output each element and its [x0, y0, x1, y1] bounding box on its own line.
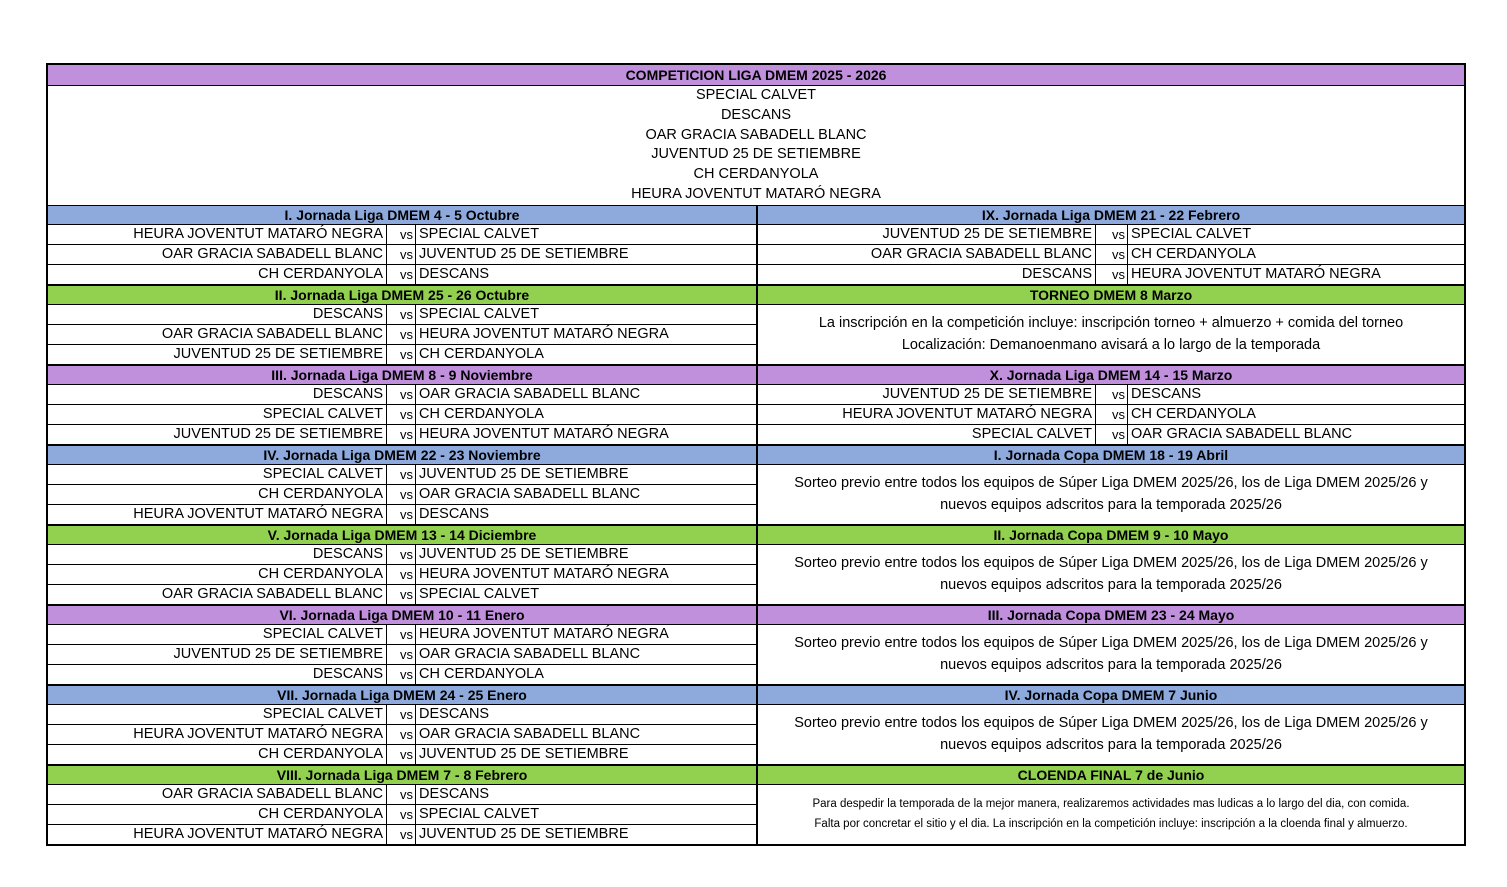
home-team: CH CERDANYOLA: [48, 565, 387, 584]
home-team: SPECIAL CALVET: [758, 425, 1096, 444]
jornada-header: X. Jornada Liga DMEM 14 - 15 Marzo: [758, 365, 1464, 385]
jornada-block: [758, 605, 1464, 685]
match-row: [48, 565, 756, 585]
match-row: [758, 425, 1464, 444]
team-name: JUVENTUD 25 DE SETIEMBRE: [651, 146, 861, 163]
match-row: [48, 405, 756, 425]
vs-label: vs: [387, 325, 416, 344]
away-team: OAR GRACIA SABADELL BLANC: [419, 485, 641, 502]
jornada-block: [758, 285, 1464, 365]
vs-label: vs: [1096, 405, 1128, 424]
vs-label: vs: [387, 705, 416, 724]
vs-label: vs: [387, 305, 416, 324]
team-name: SPECIAL CALVET: [695, 87, 817, 103]
vs-label: vs: [387, 385, 416, 404]
jornada-block: [48, 765, 756, 844]
away-team: HEURA JOVENTUT MATARÓ NEGRA: [419, 425, 669, 442]
vs-label: vs: [387, 805, 416, 824]
jornada-note: [758, 625, 1464, 684]
home-team: CH CERDANYOLA: [48, 805, 387, 824]
jornada-block: [758, 365, 1464, 445]
vs-label: vs: [387, 345, 416, 364]
home-team: JUVENTUD 25 DE SETIEMBRE: [48, 345, 387, 364]
home-team: HEURA JOVENTUT MATARÓ NEGRA: [758, 405, 1096, 424]
vs-label: vs: [387, 425, 416, 444]
vs-label: vs: [387, 545, 416, 564]
match-row: [758, 245, 1464, 265]
home-team: OAR GRACIA SABADELL BLANC: [758, 245, 1096, 264]
match-row: [48, 785, 756, 805]
match-row: [48, 805, 756, 825]
jornada-header: VIII. Jornada Liga DMEM 7 - 8 Febrero: [48, 765, 756, 785]
jornada-block: [48, 525, 756, 605]
jornada-block: [758, 205, 1464, 285]
note-line: Sorteo previo entre todos los equipos de Súper Liga DMEM 2025/26, los de Liga DMEM 2025/26 y: [794, 715, 1428, 732]
match-row: [48, 225, 756, 245]
home-team: DESCANS: [48, 665, 387, 684]
vs-label: vs: [387, 725, 416, 744]
match-row: [48, 425, 756, 444]
jornada-header: I. Jornada Copa DMEM 18 - 19 Abril: [758, 445, 1464, 465]
away-team: OAR GRACIA SABADELL BLANC: [419, 385, 641, 402]
away-team: DESCANS: [419, 705, 490, 722]
home-team: SPECIAL CALVET: [48, 465, 387, 484]
home-team: HEURA JOVENTUT MATARÓ NEGRA: [48, 505, 387, 524]
away-team: JUVENTUD 25 DE SETIEMBRE: [419, 825, 629, 842]
note-line: nuevos equipos adscritos para la temporada 2025/26: [940, 497, 1282, 514]
jornada-note: [758, 705, 1464, 764]
match-row: [48, 505, 756, 524]
vs-label: vs: [387, 825, 416, 844]
away-team: DESCANS: [419, 505, 490, 522]
jornada-note: [758, 465, 1464, 524]
away-team: DESCANS: [1131, 385, 1202, 402]
note-line: nuevos equipos adscritos para la temporada 2025/26: [940, 577, 1282, 594]
match-row: [48, 585, 756, 604]
vs-label: vs: [387, 565, 416, 584]
note-line: Falta por concretar el sitio y el dia. La inscripción en la competición incluye: inscripción a la cloenda final y almuerzo.: [814, 818, 1408, 831]
match-row: [48, 705, 756, 725]
home-team: DESCANS: [758, 265, 1096, 284]
match-row: [48, 825, 756, 844]
jornada-header: IV. Jornada Liga DMEM 22 - 23 Noviembre: [48, 445, 756, 465]
match-row: [48, 325, 756, 345]
jornada-header: TORNEO DMEM 8 Marzo: [758, 285, 1464, 305]
away-team: HEURA JOVENTUT MATARÓ NEGRA: [1131, 265, 1381, 282]
home-team: SPECIAL CALVET: [48, 625, 387, 644]
away-team: CH CERDANYOLA: [1131, 245, 1256, 262]
match-row: [758, 405, 1464, 425]
away-team: CH CERDANYOLA: [1131, 405, 1256, 422]
home-team: SPECIAL CALVET: [48, 705, 387, 724]
match-row: [48, 625, 756, 645]
jornada-block: [758, 765, 1464, 844]
away-team: OAR GRACIA SABADELL BLANC: [419, 645, 641, 662]
jornada-header: II. Jornada Liga DMEM 25 - 26 Octubre: [48, 285, 756, 305]
right-column: [758, 205, 1464, 844]
jornada-header: III. Jornada Copa DMEM 23 - 24 Mayo: [758, 605, 1464, 625]
jornada-header: III. Jornada Liga DMEM 8 - 9 Noviembre: [48, 365, 756, 385]
jornada-header: V. Jornada Liga DMEM 13 - 14 Diciembre: [48, 525, 756, 545]
home-team: JUVENTUD 25 DE SETIEMBRE: [758, 385, 1096, 404]
match-row: [48, 725, 756, 745]
match-row: [48, 665, 756, 684]
away-team: CH CERDANYOLA: [419, 405, 544, 422]
jornada-block: [48, 285, 756, 365]
home-team: OAR GRACIA SABADELL BLANC: [48, 785, 387, 804]
match-row: [758, 385, 1464, 405]
match-row: [48, 645, 756, 665]
home-team: DESCANS: [48, 385, 387, 404]
vs-label: vs: [387, 625, 416, 644]
vs-label: vs: [387, 785, 416, 804]
match-row: [48, 385, 756, 405]
note-line: Para despedir la temporada de la mejor manera, realizaremos actividades mas ludicas a lo largo del dia, con comida.: [812, 798, 1410, 811]
away-team: DESCANS: [419, 785, 490, 802]
home-team: OAR GRACIA SABADELL BLANC: [48, 325, 387, 344]
away-team: SPECIAL CALVET: [1131, 225, 1252, 242]
vs-label: vs: [387, 465, 416, 484]
vs-label: vs: [387, 505, 416, 524]
away-team: JUVENTUD 25 DE SETIEMBRE: [419, 545, 629, 562]
away-team: JUVENTUD 25 DE SETIEMBRE: [419, 245, 629, 262]
away-team: CH CERDANYOLA: [419, 345, 544, 362]
away-team: HEURA JOVENTUT MATARÓ NEGRA: [419, 325, 669, 342]
jornada-header: IX. Jornada Liga DMEM 21 - 22 Febrero: [758, 205, 1464, 225]
vs-label: vs: [387, 745, 416, 764]
note-line: La inscripción en la competición incluye: inscripción torneo + almuerzo + comida del torneo: [818, 315, 1404, 332]
jornada-header: VI. Jornada Liga DMEM 10 - 11 Enero: [48, 605, 756, 625]
away-team: SPECIAL CALVET: [419, 225, 540, 242]
team-list: [48, 86, 1464, 205]
jornada-block: [758, 525, 1464, 605]
match-row: [48, 485, 756, 505]
jornada-note: [758, 785, 1464, 844]
home-team: JUVENTUD 25 DE SETIEMBRE: [48, 645, 387, 664]
away-team: HEURA JOVENTUT MATARÓ NEGRA: [419, 625, 669, 642]
vs-label: vs: [387, 585, 416, 604]
match-row: [48, 545, 756, 565]
home-team: OAR GRACIA SABADELL BLANC: [48, 585, 387, 604]
away-team: SPECIAL CALVET: [419, 805, 540, 822]
match-row: [48, 465, 756, 485]
vs-label: vs: [1096, 385, 1128, 404]
team-name: DESCANS: [720, 106, 792, 123]
away-team: JUVENTUD 25 DE SETIEMBRE: [419, 745, 629, 762]
home-team: JUVENTUD 25 DE SETIEMBRE: [48, 425, 387, 444]
league-schedule-sheet: [46, 63, 1466, 846]
home-team: CH CERDANYOLA: [48, 745, 387, 764]
left-column: [48, 205, 758, 844]
note-line: nuevos equipos adscritos para la temporada 2025/26: [940, 737, 1282, 754]
away-team: JUVENTUD 25 DE SETIEMBRE: [419, 465, 629, 482]
match-row: [48, 305, 756, 325]
vs-label: vs: [387, 265, 416, 284]
away-team: OAR GRACIA SABADELL BLANC: [419, 725, 641, 742]
match-row: [48, 245, 756, 265]
schedule-grid: [48, 205, 1464, 844]
away-team: OAR GRACIA SABADELL BLANC: [1131, 425, 1353, 442]
note-line: nuevos equipos adscritos para la temporada 2025/26: [940, 657, 1282, 674]
jornada-block: [758, 445, 1464, 525]
home-team: DESCANS: [48, 545, 387, 564]
match-row: [48, 265, 756, 284]
vs-label: vs: [387, 485, 416, 504]
match-row: [48, 745, 756, 764]
home-team: HEURA JOVENTUT MATARÓ NEGRA: [48, 725, 387, 744]
away-team: HEURA JOVENTUT MATARÓ NEGRA: [419, 565, 669, 582]
note-line: Localización: Demanoenmano avisará a lo largo de la temporada: [901, 337, 1321, 354]
home-team: CH CERDANYOLA: [48, 485, 387, 504]
vs-label: vs: [387, 245, 416, 264]
jornada-header: VII. Jornada Liga DMEM 24 - 25 Enero: [48, 685, 756, 705]
away-team: CH CERDANYOLA: [419, 665, 544, 682]
home-team: OAR GRACIA SABADELL BLANC: [48, 245, 387, 264]
home-team: HEURA JOVENTUT MATARÓ NEGRA: [48, 825, 387, 844]
jornada-note: [758, 305, 1464, 364]
vs-label: vs: [387, 405, 416, 424]
vs-label: vs: [387, 225, 416, 244]
team-name: OAR GRACIA SABADELL BLANC: [645, 126, 867, 143]
away-team: SPECIAL CALVET: [419, 585, 540, 602]
home-team: CH CERDANYOLA: [48, 265, 387, 284]
home-team: SPECIAL CALVET: [48, 405, 387, 424]
away-team: DESCANS: [419, 265, 490, 282]
jornada-header: II. Jornada Copa DMEM 9 - 10 Mayo: [758, 525, 1464, 545]
match-row: [758, 225, 1464, 245]
jornada-block: [48, 445, 756, 525]
jornada-block: [48, 605, 756, 685]
jornada-block: [758, 685, 1464, 765]
vs-label: vs: [387, 645, 416, 664]
note-line: Sorteo previo entre todos los equipos de Súper Liga DMEM 2025/26, los de Liga DMEM 2025/26 y: [794, 635, 1428, 652]
vs-label: vs: [387, 665, 416, 684]
vs-label: vs: [1096, 425, 1128, 444]
competition-title: COMPETICION LIGA DMEM 2025 - 2026: [48, 65, 1464, 86]
vs-label: vs: [1096, 245, 1128, 264]
home-team: HEURA JOVENTUT MATARÓ NEGRA: [48, 225, 387, 244]
jornada-header: IV. Jornada Copa DMEM 7 Junio: [758, 685, 1464, 705]
home-team: DESCANS: [48, 305, 387, 324]
note-line: Sorteo previo entre todos los equipos de Súper Liga DMEM 2025/26, los de Liga DMEM 2025/26 y: [794, 555, 1428, 572]
jornada-block: [48, 205, 756, 285]
jornada-block: [48, 365, 756, 445]
match-row: [48, 345, 756, 364]
home-team: JUVENTUD 25 DE SETIEMBRE: [758, 225, 1096, 244]
vs-label: vs: [1096, 225, 1128, 244]
vs-label: vs: [1096, 265, 1128, 284]
jornada-header: I. Jornada Liga DMEM 4 - 5 Octubre: [48, 205, 756, 225]
team-name: HEURA JOVENTUT MATARÓ NEGRA: [631, 185, 881, 202]
jornada-block: [48, 685, 756, 765]
note-line: Sorteo previo entre todos los equipos de Súper Liga DMEM 2025/26, los de Liga DMEM 2025/26 y: [794, 475, 1428, 492]
jornada-header: CLOENDA FINAL 7 de Junio: [758, 765, 1464, 785]
team-name: CH CERDANYOLA: [693, 166, 819, 183]
jornada-note: [758, 545, 1464, 604]
match-row: [758, 265, 1464, 284]
away-team: SPECIAL CALVET: [419, 305, 540, 322]
